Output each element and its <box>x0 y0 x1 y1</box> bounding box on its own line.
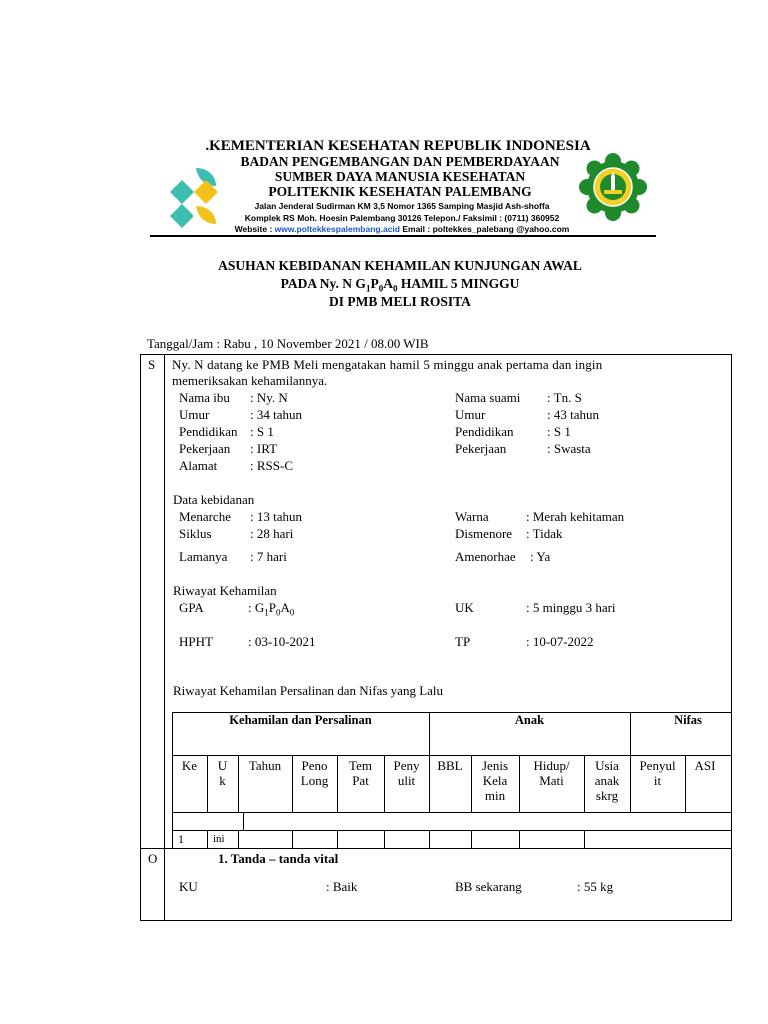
th-penyulit: Peny ulit <box>393 758 420 788</box>
inner-table-row-a <box>172 812 732 813</box>
data-kebidanan-title: Data kebidanan <box>173 492 255 507</box>
suami-pekerjaan-value: : Swasta <box>547 441 591 456</box>
inner-rowa-div <box>243 812 244 830</box>
inner-rowb-div-8 <box>519 830 520 848</box>
th-uk: U k <box>217 758 228 788</box>
ibu-umur-label: Umur <box>179 407 210 422</box>
th-hidup-mati: Hidup/ Mati <box>533 758 570 788</box>
dismenore-label: Dismenore <box>455 526 513 541</box>
outer-divider <box>164 354 165 921</box>
th-tahun: Tahun <box>248 758 282 773</box>
riwayat-kehamilan-title: Riwayat Kehamilan <box>173 583 277 598</box>
ibu-pendidikan-label: Pendidikan <box>179 424 238 439</box>
suami-nama-value: : Tn. S <box>547 390 582 405</box>
tp-label: TP <box>455 634 471 649</box>
amenorhae-label: Amenorhae <box>455 549 516 564</box>
o-item-1: 1. Tanda – tanda vital <box>218 851 339 866</box>
header-address-1: Jalan Jenderal Sudirman KM 3,5 Nomor 1365 Samping Masjid Ash-shoffa <box>254 201 550 211</box>
siklus-label: Siklus <box>179 526 212 541</box>
th-ke: Ke <box>181 758 198 773</box>
suami-pekerjaan-label: Pekerjaan <box>455 441 507 456</box>
lamanya-value: : 7 hari <box>250 549 287 564</box>
suami-umur-value: : 43 tahun <box>547 407 599 422</box>
s-intro-2: memeriksakan kehamilannya. <box>172 373 328 388</box>
suami-pendidikan-value: : S 1 <box>547 424 571 439</box>
email-text: Email : poltekkes_palebang @yahoo.com <box>399 224 570 234</box>
inner-rowb-div-6 <box>429 830 430 848</box>
bb-value: : 55 kg <box>577 879 614 894</box>
uk-label: UK <box>455 600 474 615</box>
uk-value: : 5 minggu 3 hari <box>526 600 616 615</box>
ibu-alamat-value: : RSS-C <box>250 458 293 473</box>
inner-table-row-b <box>172 830 732 831</box>
s-intro-1: Ny. N datang ke PMB Meli mengatakan hamil 5 minggu anak pertama dan ingin <box>172 357 603 372</box>
header-rule <box>150 235 656 237</box>
suami-nama-label: Nama suami <box>455 390 521 405</box>
gpa-value: : $G_1P_0A_0$ <box>248 600 295 618</box>
outer-border-bottom <box>140 920 732 921</box>
ibu-pendidikan-value: : S 1 <box>250 424 274 439</box>
doc-title-3: DI PMB MELI ROSITA <box>329 294 471 309</box>
hpht-value: : 03-10-2021 <box>248 634 316 649</box>
header-institution: POLITEKNIK KESEHATAN PALEMBANG <box>268 184 532 199</box>
ku-label: KU <box>179 879 198 894</box>
warna-value: : Merah kehitaman <box>526 509 625 524</box>
outer-border-mid <box>140 848 732 849</box>
ibu-alamat-label: Alamat <box>179 458 218 473</box>
suami-umur-label: Umur <box>455 407 486 422</box>
ibu-nama-value: : Ny. N <box>250 390 288 405</box>
header-address-2: Komplek RS Moh. Hoesin Palembang 30126 Telepon./ Faksimil : (0711) 360952 <box>244 213 560 223</box>
ibu-umur-value: : 34 tahun <box>250 407 302 422</box>
header-contact <box>18 224 768 234</box>
inner-table-left <box>172 712 173 848</box>
header-agency: BADAN PENGEMBANGAN DAN PEMBERDAYAAN <box>240 154 560 169</box>
website-link[interactable]: www.poltekkespalembang.acid <box>274 224 400 234</box>
inner-rowb-div-9 <box>584 830 585 848</box>
dismenore-value: : Tidak <box>526 526 563 541</box>
inner-rowb-div-2 <box>238 830 239 848</box>
th-penolong: Peno Long <box>300 758 329 788</box>
suami-pendidikan-label: Pendidikan <box>455 424 514 439</box>
header-agency-2: SUMBER DAYA MANUSIA KESEHATAN <box>274 169 526 184</box>
th-jenis-kelamin: Jenis Kela min <box>482 758 508 803</box>
th-anak: Anak <box>514 713 545 727</box>
row1-ke: 1 <box>178 832 184 846</box>
ibu-nama-label: Nama ibu <box>179 390 230 405</box>
inner-rowb-div-5 <box>384 830 385 848</box>
lamanya-label: Lamanya <box>179 549 228 564</box>
doc-title-2: PADA Ny. N $G_1P_0A_0$ HAMIL 5 MINGGU <box>280 276 520 294</box>
ibu-pekerjaan-value: : IRT <box>250 441 278 456</box>
menarche-label: Menarche <box>179 509 231 524</box>
th-asi: ASI <box>694 758 716 773</box>
header-ministry: .KEMENTERIAN KESEHATAN REPUBLIK INDONESIA <box>205 138 591 154</box>
menarche-value: : 13 tahun <box>250 509 302 524</box>
ibu-pekerjaan-label: Pekerjaan <box>179 441 231 456</box>
inner-table-subhead <box>172 755 732 756</box>
hpht-label: HPHT <box>179 634 213 649</box>
siklus-value: : 28 hari <box>250 526 294 541</box>
gpa-label: GPA <box>179 600 204 615</box>
ku-value: : Baik <box>326 879 358 894</box>
th-bbl: BBL <box>437 758 463 773</box>
amenorhae-value: : Ya <box>530 549 551 564</box>
inner-rowb-div-4 <box>337 830 338 848</box>
o-label: O <box>148 851 158 866</box>
th-usia-anak: Usia anak skrg <box>594 758 620 803</box>
warna-label: Warna <box>455 509 489 524</box>
bb-label: BB sekarang <box>455 879 522 894</box>
inner-rowb-div-3 <box>292 830 293 848</box>
inner-rowb-div-7 <box>471 830 472 848</box>
outer-border-right <box>731 354 732 921</box>
th-nifas: Nifas <box>674 713 702 727</box>
row1-uk: ini <box>213 833 225 845</box>
outer-border-left <box>140 354 141 921</box>
doc-title-1: ASUHAN KEBIDANAN KEHAMILAN KUNJUNGAN AWAL <box>218 258 582 273</box>
tanggal-jam: Tanggal/Jam : Rabu , 10 November 2021 / 08.00 WIB <box>147 336 429 351</box>
th-penyulit-nifas: Penyul it <box>639 758 676 788</box>
website-label: Website : <box>234 224 275 234</box>
s-label: S <box>148 357 156 372</box>
inner-rowb-div-1 <box>207 830 208 848</box>
tp-value: : 10-07-2022 <box>526 634 594 649</box>
th-kehamilan-persalinan: Kehamilan dan Persalinan <box>229 713 372 727</box>
outer-border-top <box>140 354 732 355</box>
riwayat-lalu-title: Riwayat Kehamilan Persalinan dan Nifas yang Lalu <box>173 683 444 698</box>
th-tempat: Tem Pat <box>349 758 372 788</box>
